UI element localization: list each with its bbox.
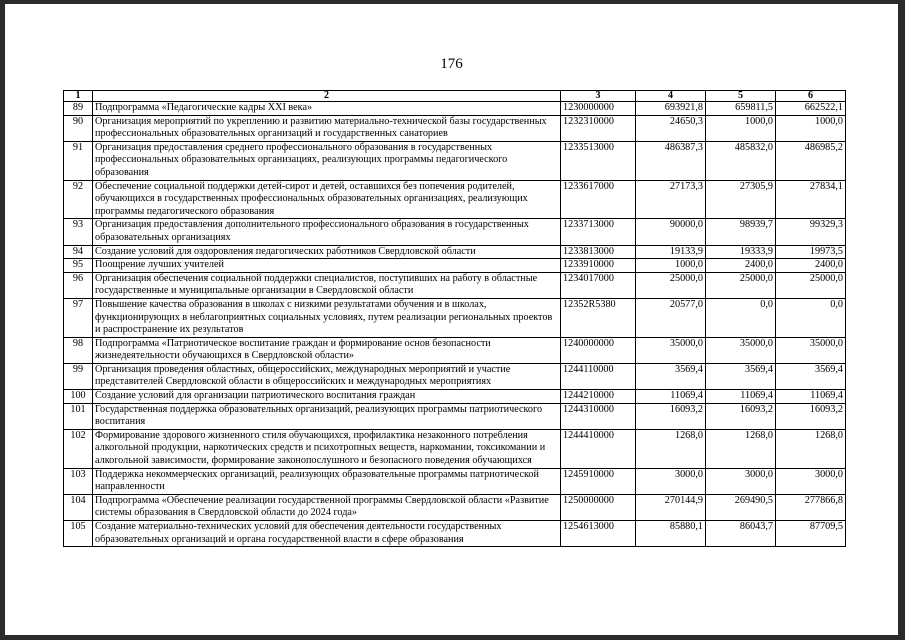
row-value-col4: 486387,3 xyxy=(636,141,706,180)
table-row xyxy=(64,390,846,404)
row-number: 89 xyxy=(64,102,93,116)
row-number: 95 xyxy=(64,259,93,273)
row-code: 1230000000 xyxy=(561,102,636,116)
table-row xyxy=(64,429,846,468)
row-value-col4: 1000,0 xyxy=(636,259,706,273)
table-row xyxy=(64,272,846,298)
table-row xyxy=(64,521,846,547)
row-value-col5: 19333,9 xyxy=(706,245,776,259)
row-value-col6: 3000,0 xyxy=(776,468,846,494)
row-name: Организация предоставления среднего профессионального образования в государственных профессиональных образовательных организациях, реализующих программы педагогического образования xyxy=(93,141,561,180)
row-number: 93 xyxy=(64,219,93,245)
row-value-col5: 3000,0 xyxy=(706,468,776,494)
row-name: Организация обеспечения социальной поддержки специалистов, поступивших на работу в областные государственные и муниципальные организации в Свердловской области xyxy=(93,272,561,298)
row-code: 12352R5380 xyxy=(561,298,636,337)
row-value-col6: 87709,5 xyxy=(776,521,846,547)
row-name: Организация предоставления дополнительного профессионального образования в государственных образовательных организациях xyxy=(93,219,561,245)
table-row xyxy=(64,219,846,245)
row-value-col6: 27834,1 xyxy=(776,180,846,219)
row-code: 1234017000 xyxy=(561,272,636,298)
column-header-3: 3 xyxy=(561,91,636,102)
table-row xyxy=(64,180,846,219)
row-value-col6: 2400,0 xyxy=(776,259,846,273)
budget-table xyxy=(63,90,846,547)
row-value-col4: 35000,0 xyxy=(636,337,706,363)
row-value-col5: 11069,4 xyxy=(706,390,776,404)
row-value-col6: 1000,0 xyxy=(776,115,846,141)
row-code: 1233617000 xyxy=(561,180,636,219)
row-code: 1254613000 xyxy=(561,521,636,547)
table-row xyxy=(64,494,846,520)
row-name: Организация мероприятий по укреплению и развитию материально-технической базы государственных профессиональных образовательных организаций и государственных санаториев xyxy=(93,115,561,141)
table-row xyxy=(64,363,846,389)
table-row xyxy=(64,298,846,337)
row-value-col4: 27173,3 xyxy=(636,180,706,219)
row-code: 1240000000 xyxy=(561,337,636,363)
table-row xyxy=(64,403,846,429)
row-value-col6: 277866,8 xyxy=(776,494,846,520)
table-row xyxy=(64,102,846,116)
document-page xyxy=(5,4,898,635)
row-name: Формирование здорового жизненного стиля обучающихся, профилактика незаконного потребления алкогольной продукции, наркотических средств и психотропных веществ, наркомании, токсикомании и алкогольной зависимости, формирование законопослушного и безопасного поведения обучающихся xyxy=(93,429,561,468)
row-value-col4: 24650,3 xyxy=(636,115,706,141)
row-value-col6: 25000,0 xyxy=(776,272,846,298)
row-name: Поддержка некоммерческих организаций, реализующих образовательные программы патриотической направленности xyxy=(93,468,561,494)
row-value-col4: 90000,0 xyxy=(636,219,706,245)
table-header-row xyxy=(64,91,846,102)
row-value-col5: 659811,5 xyxy=(706,102,776,116)
row-number: 99 xyxy=(64,363,93,389)
row-code: 1244110000 xyxy=(561,363,636,389)
row-value-col6: 662522,1 xyxy=(776,102,846,116)
row-number: 105 xyxy=(64,521,93,547)
row-value-col4: 693921,8 xyxy=(636,102,706,116)
row-value-col4: 19133,9 xyxy=(636,245,706,259)
row-number: 96 xyxy=(64,272,93,298)
row-value-col5: 269490,5 xyxy=(706,494,776,520)
row-value-col5: 25000,0 xyxy=(706,272,776,298)
row-name: Создание условий для организации патриотического воспитания граждан xyxy=(93,390,561,404)
row-code: 1233813000 xyxy=(561,245,636,259)
row-value-col4: 1268,0 xyxy=(636,429,706,468)
row-name: Организация проведения областных, общероссийских, международных мероприятий и участие представителей Свердловской области в общероссийских и международных мероприятиях xyxy=(93,363,561,389)
row-code: 1233910000 xyxy=(561,259,636,273)
row-value-col4: 3569,4 xyxy=(636,363,706,389)
row-value-col6: 99329,3 xyxy=(776,219,846,245)
table-row xyxy=(64,337,846,363)
row-code: 1245910000 xyxy=(561,468,636,494)
row-name: Подпрограмма «Патриотическое воспитание граждан и формирование основ безопасности жизнедеятельности обучающихся в Свердловской области» xyxy=(93,337,561,363)
table-row xyxy=(64,141,846,180)
row-number: 103 xyxy=(64,468,93,494)
row-code: 1233513000 xyxy=(561,141,636,180)
row-number: 97 xyxy=(64,298,93,337)
page-number: 176 xyxy=(440,56,463,72)
column-header-4: 4 xyxy=(636,91,706,102)
row-value-col5: 485832,0 xyxy=(706,141,776,180)
row-value-col6: 3569,4 xyxy=(776,363,846,389)
row-value-col4: 11069,4 xyxy=(636,390,706,404)
row-value-col4: 25000,0 xyxy=(636,272,706,298)
table-row xyxy=(64,259,846,273)
row-name: Создание условий для оздоровления педагогических работников Свердловской области xyxy=(93,245,561,259)
row-value-col4: 20577,0 xyxy=(636,298,706,337)
row-value-col6: 19973,5 xyxy=(776,245,846,259)
row-value-col5: 27305,9 xyxy=(706,180,776,219)
row-value-col5: 98939,7 xyxy=(706,219,776,245)
column-header-5: 5 xyxy=(706,91,776,102)
table-row xyxy=(64,115,846,141)
row-value-col6: 16093,2 xyxy=(776,403,846,429)
row-value-col5: 86043,7 xyxy=(706,521,776,547)
row-name: Повышение качества образования в школах с низкими результатами обучения и в школах, функционирующих в неблагоприятных социальных условиях, путем реализации региональных проектов и распространение их результатов xyxy=(93,298,561,337)
row-number: 100 xyxy=(64,390,93,404)
row-value-col5: 16093,2 xyxy=(706,403,776,429)
row-value-col5: 0,0 xyxy=(706,298,776,337)
row-number: 91 xyxy=(64,141,93,180)
row-value-col6: 1268,0 xyxy=(776,429,846,468)
row-number: 92 xyxy=(64,180,93,219)
row-value-col5: 2400,0 xyxy=(706,259,776,273)
row-value-col6: 35000,0 xyxy=(776,337,846,363)
table-row xyxy=(64,245,846,259)
row-value-col4: 85880,1 xyxy=(636,521,706,547)
row-value-col6: 0,0 xyxy=(776,298,846,337)
row-value-col4: 270144,9 xyxy=(636,494,706,520)
row-number: 101 xyxy=(64,403,93,429)
row-code: 1244310000 xyxy=(561,403,636,429)
column-header-6: 6 xyxy=(776,91,846,102)
row-value-col4: 16093,2 xyxy=(636,403,706,429)
row-number: 98 xyxy=(64,337,93,363)
row-name: Поощрение лучших учителей xyxy=(93,259,561,273)
row-value-col5: 35000,0 xyxy=(706,337,776,363)
table-row xyxy=(64,468,846,494)
row-name: Подпрограмма «Обеспечение реализации государственной программы Свердловской области «Развитие системы образования в Свердловской области до 2024 года» xyxy=(93,494,561,520)
row-name: Подпрограмма «Педагогические кадры XXI века» xyxy=(93,102,561,116)
row-number: 102 xyxy=(64,429,93,468)
row-number: 104 xyxy=(64,494,93,520)
row-value-col4: 3000,0 xyxy=(636,468,706,494)
column-header-1: 1 xyxy=(64,91,93,102)
row-value-col5: 1268,0 xyxy=(706,429,776,468)
row-number: 90 xyxy=(64,115,93,141)
row-value-col6: 486985,2 xyxy=(776,141,846,180)
column-header-2: 2 xyxy=(93,91,561,102)
row-name: Обеспечение социальной поддержки детей-сирот и детей, оставшихся без попечения родителей, обучающихся в государственных профессиональных образовательных организациях, реализующих программы педагогического образования xyxy=(93,180,561,219)
row-code: 1244410000 xyxy=(561,429,636,468)
row-value-col5: 3569,4 xyxy=(706,363,776,389)
table-body xyxy=(64,102,846,547)
row-code: 1233713000 xyxy=(561,219,636,245)
row-name: Государственная поддержка образовательных организаций, реализующих программы патриотического воспитания xyxy=(93,403,561,429)
row-code: 1232310000 xyxy=(561,115,636,141)
row-code: 1250000000 xyxy=(561,494,636,520)
row-number: 94 xyxy=(64,245,93,259)
row-value-col5: 1000,0 xyxy=(706,115,776,141)
row-value-col6: 11069,4 xyxy=(776,390,846,404)
row-code: 1244210000 xyxy=(561,390,636,404)
row-name: Создание материально-технических условий для обеспечения деятельности государственных образовательных организаций и органа государственной власти в сфере образования xyxy=(93,521,561,547)
